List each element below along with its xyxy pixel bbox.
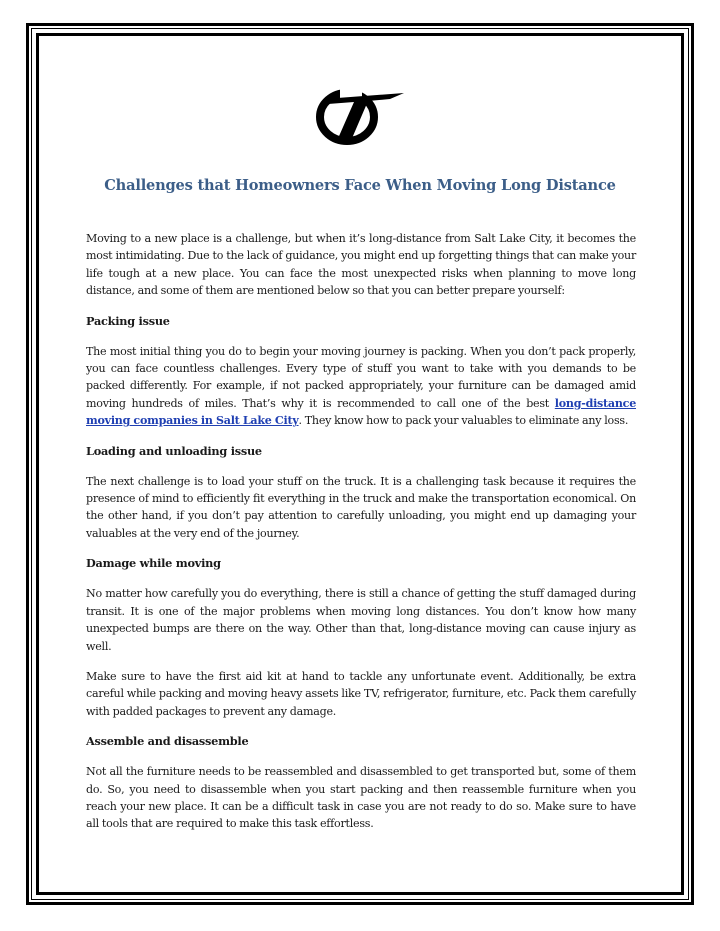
intro-paragraph: Moving to a new place is a challenge, but when it’s long-distance from Salt Lake City, it becomes the most intimidating. Due to the lack of guidance, you might end up forgetting things that can make your life tough at a new place. You can face the most unexpected risks when planning to move long distance, and some of them are mentioned below so that you can better prepare yourself: [86,232,636,298]
packing-text-before-link: The most initial thing you do to begin your moving journey is packing. When you don’t pack properly, you can face countless challenges. Every type of stuff you want to take with you demands to be packed differently. For example, if not packed appropriately, your furniture can be damaged amid moving hundreds of miles. That’s why it is recommended to call one of the best [86,344,636,410]
section-paragraph-loading: The next challenge is to load your stuff on the truck. It is a challenging task because it requires the presence of mind to efficiently fit everything in the truck and make the transportation economical. On the other hand, if you don’t pay attention to carefully unloading, you might end up damaging your valuables at the very end of the journey. [86,474,636,540]
moving-companies-link[interactable]: long-distance moving companies in Salt Lake City [86,396,636,428]
section-heading-packing: Packing issue [86,313,170,328]
document-body [86,230,636,846]
document-title: Challenges that Homeowners Face When Moving Long Distance [104,177,616,194]
section-heading-damage: Damage while moving [86,556,221,571]
section-paragraph-damage-2: Make sure to have the first aid kit at hand to tackle any unfortunate event. Additionally, be extra careful while packing and moving heavy assets like TV, refrigerator, furniture, etc. Pack them carefully with padded packages to prevent any damage. [86,669,636,718]
section-heading-loading: Loading and unloading issue [86,443,262,458]
stylized-T-logo-icon [314,85,406,147]
section-paragraph-assemble: Not all the furniture needs to be reassembled and disassembled to get transported but, some of them do. So, you need to disassemble when you start packing and then reassemble furniture when you reach your new place. It can be a difficult task in case you are not ready to do so. Make sure to have all tools that are required to make this task effortless. [86,765,636,831]
packing-text-after-link: . They know how to pack your valuables to eliminate any loss. [298,414,629,428]
section-paragraph-packing [86,343,636,430]
section-paragraph-damage: No matter how carefully you do everything, there is still a chance of getting the stuff damaged during transit. It is one of the major problems when moving long distances. You don’t know how many unexpected bumps are there on the way. Other than that, long-distance moving can cause injury as well. [86,587,636,653]
section-heading-assemble: Assemble and disassemble [86,734,249,749]
